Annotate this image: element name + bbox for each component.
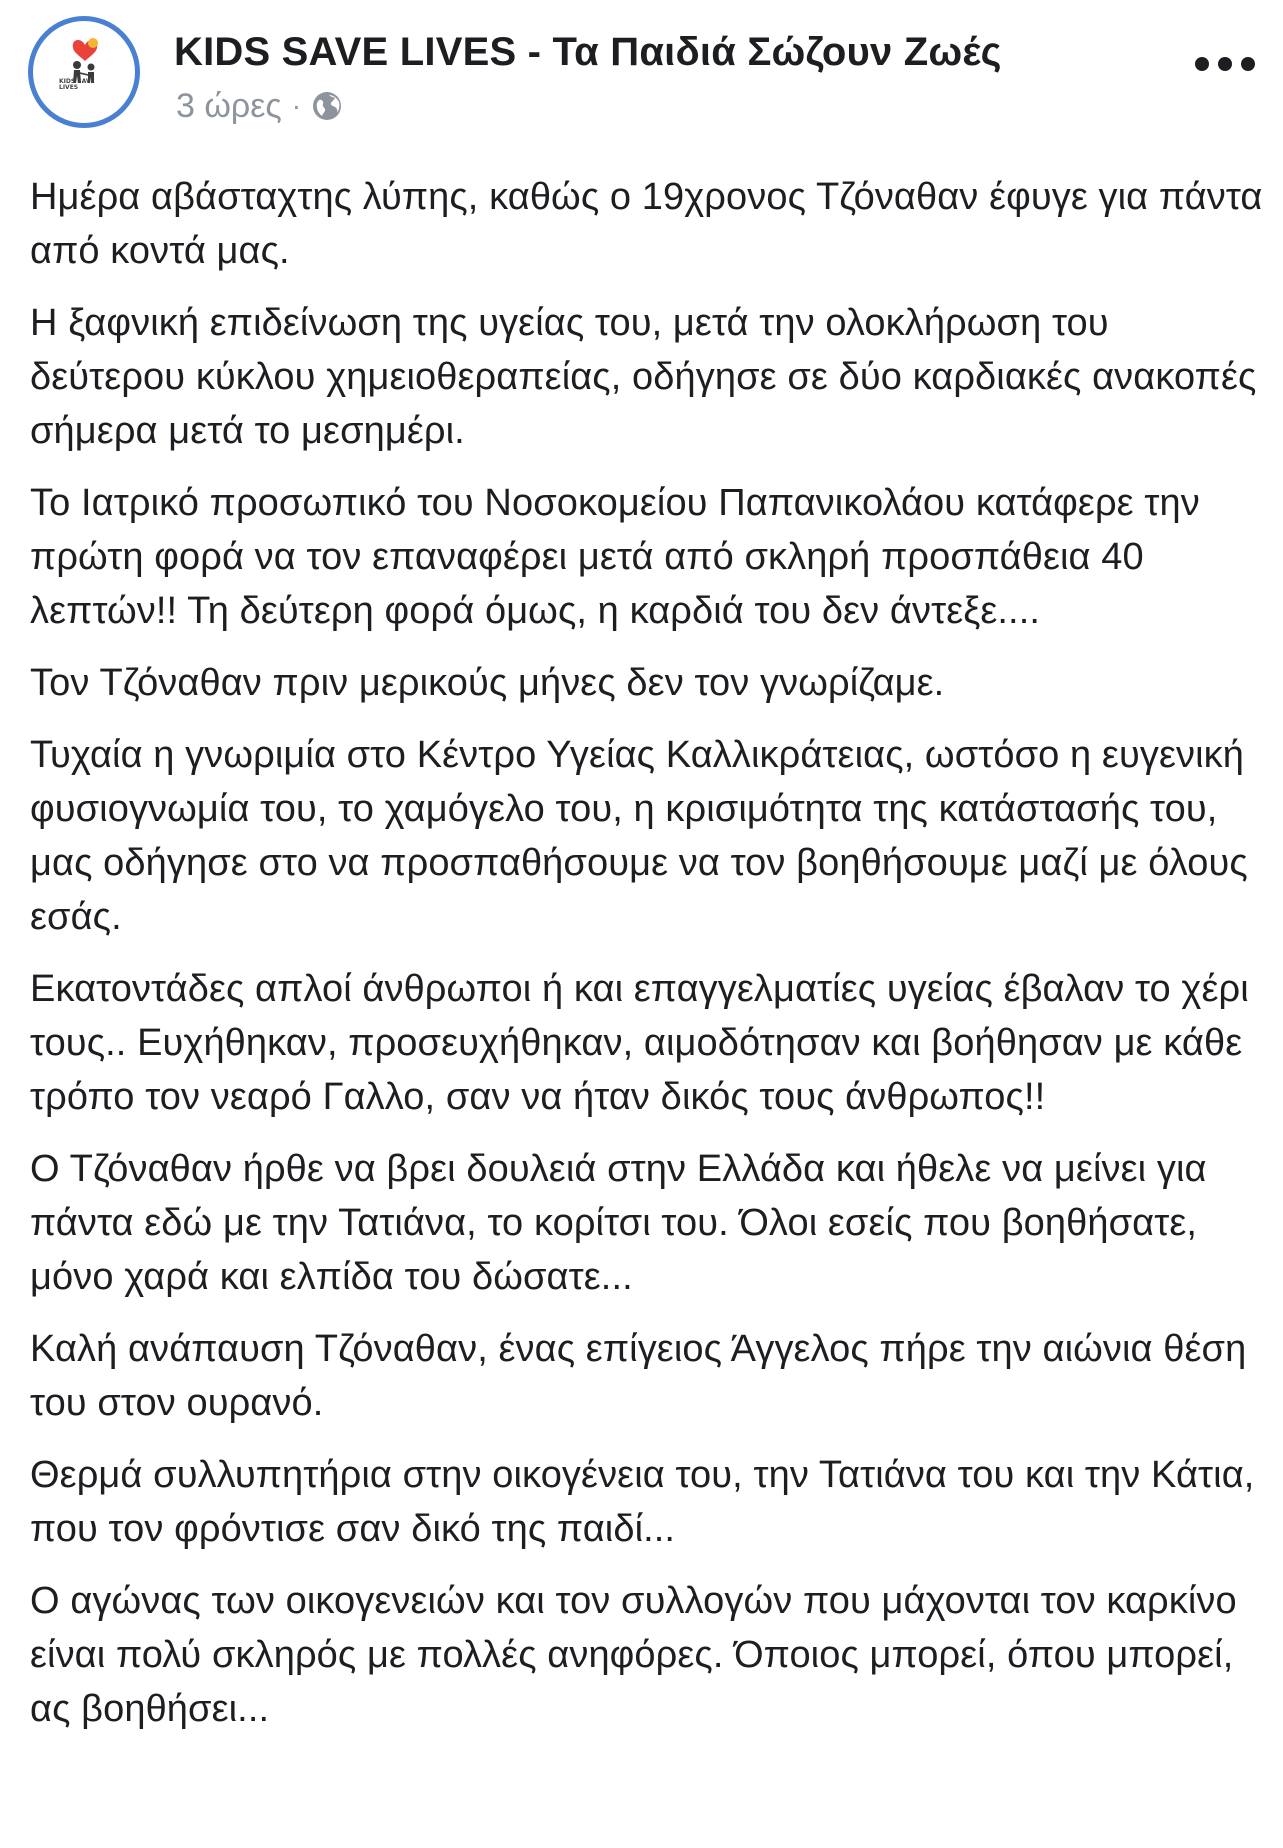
post-meta xyxy=(176,84,343,128)
post-header xyxy=(0,0,1283,140)
more-dot xyxy=(1218,57,1232,71)
page-name-link[interactable]: KIDS SAVE LIVES - Τα Παιδιά Σώζουν Ζωές xyxy=(174,30,1002,74)
meta-separator: · xyxy=(291,90,302,121)
avatar-logo-text: KIDS SAVE LIVES xyxy=(59,78,95,91)
post-paragraph: Το Ιατρικό προσωπικό του Νοσοκομείου Παπανικολάου κατάφερε την πρώτη φορά να τον επαναφέρει μετά από σκληρή προσπάθεια 40 λεπτών!! Τη δεύτερη φορά όμως, η καρδιά του δεν άντεξε.... xyxy=(30,482,1200,632)
post-text xyxy=(30,170,1270,1754)
post-paragraph: Ημέρα αβάσταχτης λύπης, καθώς ο 19χρονος Τζόναθαν έφυγε για πάντα από κοντά μας. xyxy=(30,176,1263,272)
post-paragraph: Η ξαφνική επιδείνωση της υγείας του, μετά την ολοκλήρωση του δεύτερου κύκλου χημειοθεραπείας, οδήγησε σε δύο καρδιακές ανακοπές σήμερα μετά το μεσημέρι. xyxy=(30,302,1257,452)
post-timestamp[interactable]: 3 ώρες xyxy=(176,86,282,125)
post-paragraph: Ο αγώνας των οικογενειών και τον συλλογών που μάχονται τον καρκίνο είναι πολύ σκληρός με πολλές ανηφόρες. Όποιος μπορεί, όπου μπορεί, ας βοηθήσει... xyxy=(30,1580,1237,1730)
post-paragraph: Εκατοντάδες απλοί άνθρωποι ή και επαγγελματίες υγείας έβαλαν το χέρι τους.. Ευχήθηκαν, προσευχήθηκαν, αιμοδότησαν και βοήθησαν με κάθε τρόπο τον νεαρό Γαλλο, σαν να ήταν δικός τους άνθρωπος!! xyxy=(30,968,1249,1118)
post-paragraph: Θερμά συλλυπητήρια στην οικογένεια του, την Τατιάνα του και την Κάτια, που τον φρόντισε σαν δικό της παιδί... xyxy=(30,1454,1255,1550)
kids-save-lives-logo xyxy=(33,21,135,123)
globe-icon[interactable] xyxy=(311,90,343,122)
more-dot xyxy=(1195,57,1209,71)
more-options-icon[interactable] xyxy=(1195,44,1255,84)
post-paragraph: Καλή ανάπαυση Τζόναθαν, ένας επίγειος Άγγελος πήρε την αιώνια θέση του στον ουρανό. xyxy=(30,1328,1247,1424)
post-paragraph: Ο Τζόναθαν ήρθε να βρει δουλειά στην Ελλάδα και ήθελε να μείνει για πάντα εδώ με την Τατιάνα, το κορίτσι του. Όλοι εσείς που βοηθήσατε, μόνο χαρά και ελπίδα του δώσατε... xyxy=(30,1148,1207,1298)
post-paragraph: Τυχαία η γνωριμία στο Κέντρο Υγείας Καλλικράτειας, ωστόσο η ευγενική φυσιογνωμία του, το χαμόγελο του, η κρισιμότητα της κατάστασής του, μας οδήγησε στο να προσπαθήσουμε να τον βοηθήσουμε μαζί με όλους εσάς. xyxy=(30,734,1248,938)
more-dot xyxy=(1241,57,1255,71)
post-paragraph: Τον Τζόναθαν πριν μερικούς μήνες δεν τον γνωρίζαμε. xyxy=(30,662,945,704)
page-avatar[interactable] xyxy=(28,16,140,128)
